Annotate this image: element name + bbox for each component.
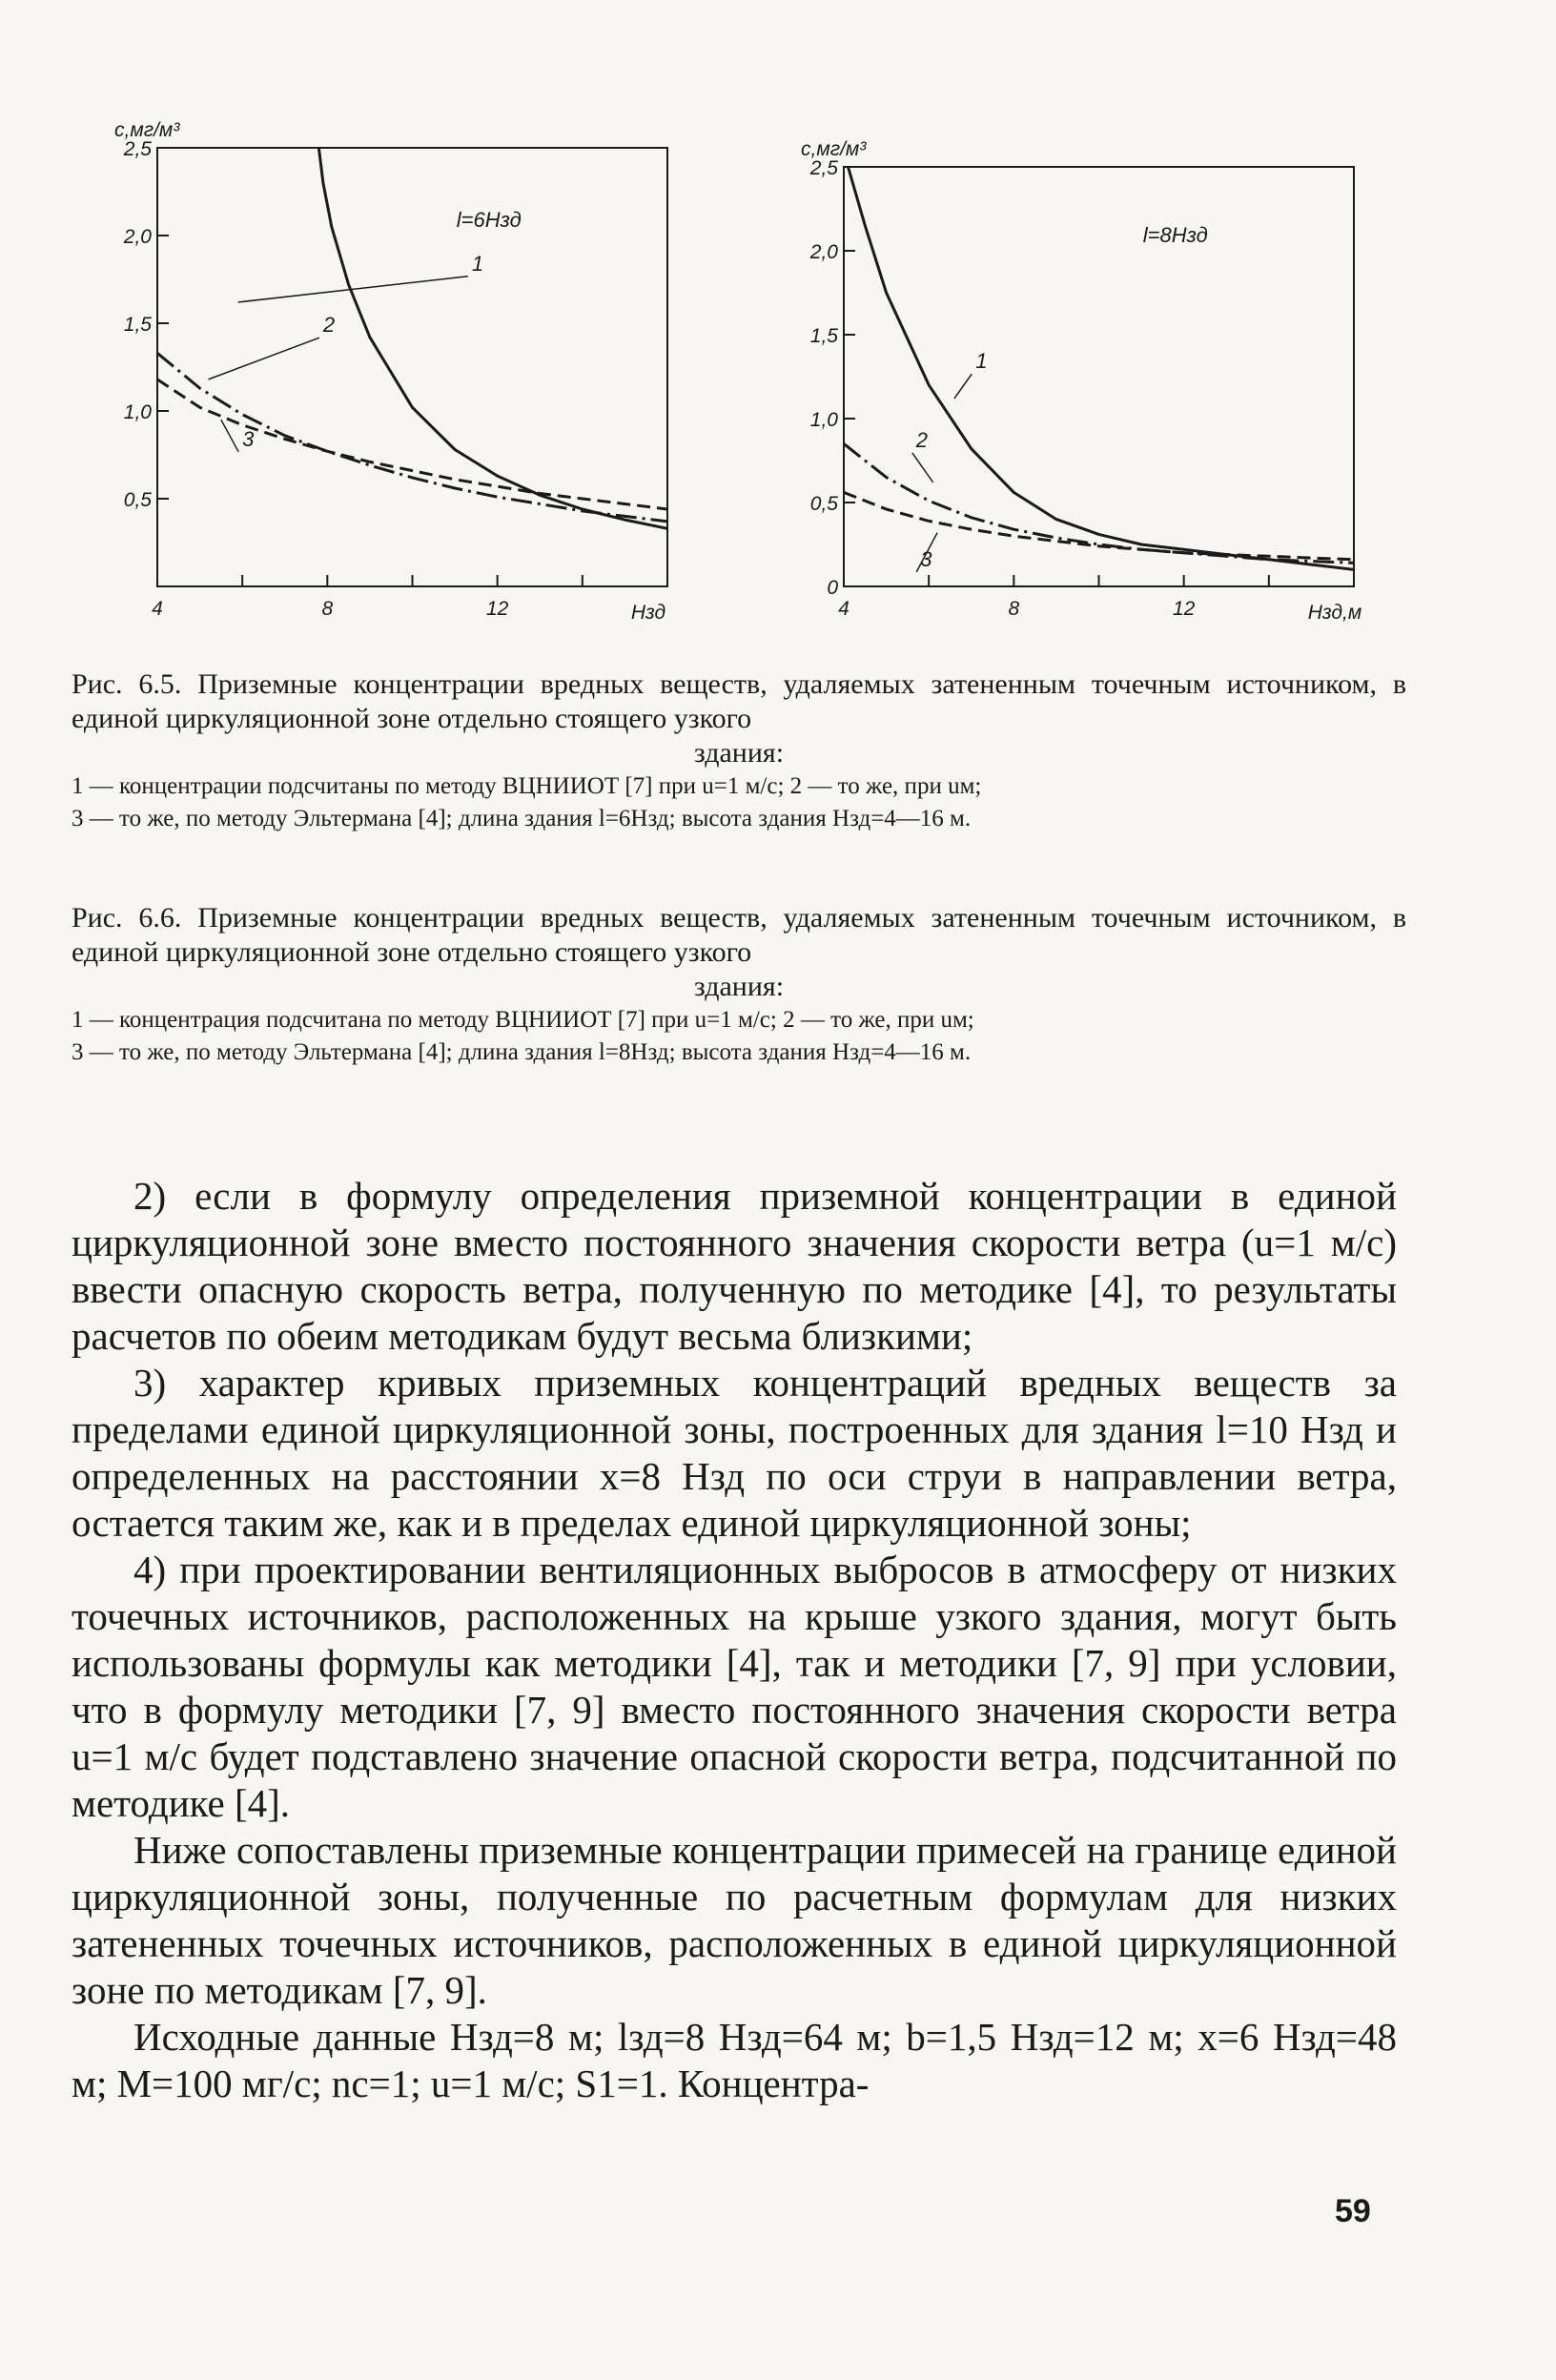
y-tick-label: 1,5 <box>809 325 838 347</box>
series-label-1: 1 <box>471 251 484 276</box>
x-tick-label: 8 <box>1008 598 1020 620</box>
caption-title-end: здания: <box>693 737 785 769</box>
y-tick-label: 0,5 <box>809 493 838 515</box>
caption-title: Рис. 6.5. Приземные концентрации вредных веществ, удаляемых затененным точечным источником, в единой циркуляционной зоне отдельно стоящего узкого <box>72 668 1406 734</box>
series-label-2: 2 <box>322 313 336 338</box>
y-axis-label: с,мг/м³ <box>801 138 867 160</box>
series-leader-2 <box>209 338 319 380</box>
series-line-1 <box>318 148 667 528</box>
x-axis-label: Нзд <box>630 602 666 624</box>
x-tick-label: 12 <box>485 598 509 620</box>
series-label-3: 3 <box>920 546 932 571</box>
series-leader-3 <box>221 420 238 452</box>
y-tick-label: 1,5 <box>123 314 152 336</box>
paragraph: 2) если в формулу определения приземной концентрации в единой циркуляционной зоне вместо постоянного значения скорости ветра (u=1 м/с) ввести опасную скорость ветра, полученную по методике [4], то результаты расчетов по обеим методикам будут весьма близкими; <box>72 1174 1397 1358</box>
paragraph: Исходные данные Hзд=8 м; lзд=8 Hзд=64 м; b=1,5 Hзд=12 м; x=6 Hзд=48 м; M=100 мг/с; nc=1; u=1 м/с; S1=1. Концентра- <box>72 2015 1397 2105</box>
series-label-1: 1 <box>975 349 988 374</box>
paragraph: Ниже сопоставлены приземные концентрации примесей на границе единой циркуляционной зоны, полученные по расчетным формулам для низких затененных точечных источников, расположенных в единой циркуляционной зоне по методикам [7, 9]. <box>72 1828 1397 2012</box>
x-axis-label: Нзд,м <box>1307 602 1362 624</box>
chart-annotation: l=6Нзд <box>456 207 522 232</box>
page-number: 59 <box>1335 2193 1371 2229</box>
caption-legend-line: 3 — то же, по методу Эльтермана [4]; длина здания l=6Hзд; высота здания Hзд=4—16 м. <box>72 806 972 831</box>
x-tick-label: 8 <box>321 598 334 620</box>
caption-legend-line: 1 — концентрации подсчитаны по методу ВЦНИИОТ [7] при u=1 м/с; 2 — то же, при uм; <box>72 773 982 799</box>
x-tick-label: 4 <box>152 598 163 620</box>
series-line-1 <box>849 167 1355 569</box>
plot-frame <box>844 167 1354 586</box>
series-label-2: 2 <box>915 427 929 452</box>
figure-caption-6-6 <box>72 901 1406 1069</box>
caption-legend-line: 3 — то же, по методу Эльтермана [4]; длина здания l=8Hзд; высота здания Hзд=4—16 м. <box>72 1039 972 1065</box>
caption-legend-line: 1 — концентрация подсчитана по методу ВЦНИИОТ [7] при u=1 м/с; 2 — то же, при uм; <box>72 1007 974 1033</box>
caption-title-end: здания: <box>693 971 785 1002</box>
series-label-3: 3 <box>242 426 255 451</box>
plot-frame <box>157 148 667 586</box>
y-tick-label: 1,0 <box>123 401 152 423</box>
x-tick-label: 4 <box>838 598 850 620</box>
chart-fig-6-6 <box>791 124 1382 644</box>
figure-caption-6-5 <box>72 667 1406 835</box>
x-tick-label: 12 <box>1172 598 1196 620</box>
paragraph: 4) при проектировании вентиляционных выбросов в атмосферу от низких точечных источников, расположенных на крыше узкого здания, могут быть использованы формулы как методики [4], так и методики [7, 9] при условии, что в формулу методики [7, 9] вместо постоянного значения скорости ветра u=1 м/с будет подставлено значение опасной скорости ветра, подсчитанной по методике [4]. <box>72 1548 1397 1825</box>
series-line-2 <box>157 353 667 522</box>
y-tick-label: 2,0 <box>123 226 152 248</box>
y-tick-label: 2,0 <box>809 241 838 263</box>
chart-annotation: l=8Нзд <box>1142 223 1208 248</box>
y-tick-label: 2,5 <box>809 157 838 179</box>
caption-title: Рис. 6.6. Приземные концентрации вредных веществ, удаляемых затененным точечным источником, в единой циркуляционной зоне отдельно стоящего узкого <box>72 902 1406 968</box>
y-tick-label: 1,0 <box>809 409 838 431</box>
y-tick-label: 0,5 <box>123 489 152 511</box>
series-leader-1 <box>954 374 972 399</box>
series-leader-2 <box>912 453 933 482</box>
chart-fig-6-5-svg <box>105 110 696 644</box>
y-axis-label: c,мг/м³ <box>114 119 180 141</box>
body-text <box>72 1173 1397 2107</box>
paragraph: 3) характер кривых приземных концентраций вредных веществ за пределами единой циркуляционной зоны, построенных для здания l=10 Hзд и определенных на расстоянии x=8 Hзд по оси струи в направлении ветра, остается таким же, как и в пределах единой циркуляционной зоны; <box>72 1361 1397 1545</box>
y-tick-label: 2,5 <box>123 138 152 160</box>
y-tick-label: 0 <box>827 577 838 599</box>
chart-fig-6-6-svg <box>791 124 1382 644</box>
chart-fig-6-5 <box>105 110 696 644</box>
